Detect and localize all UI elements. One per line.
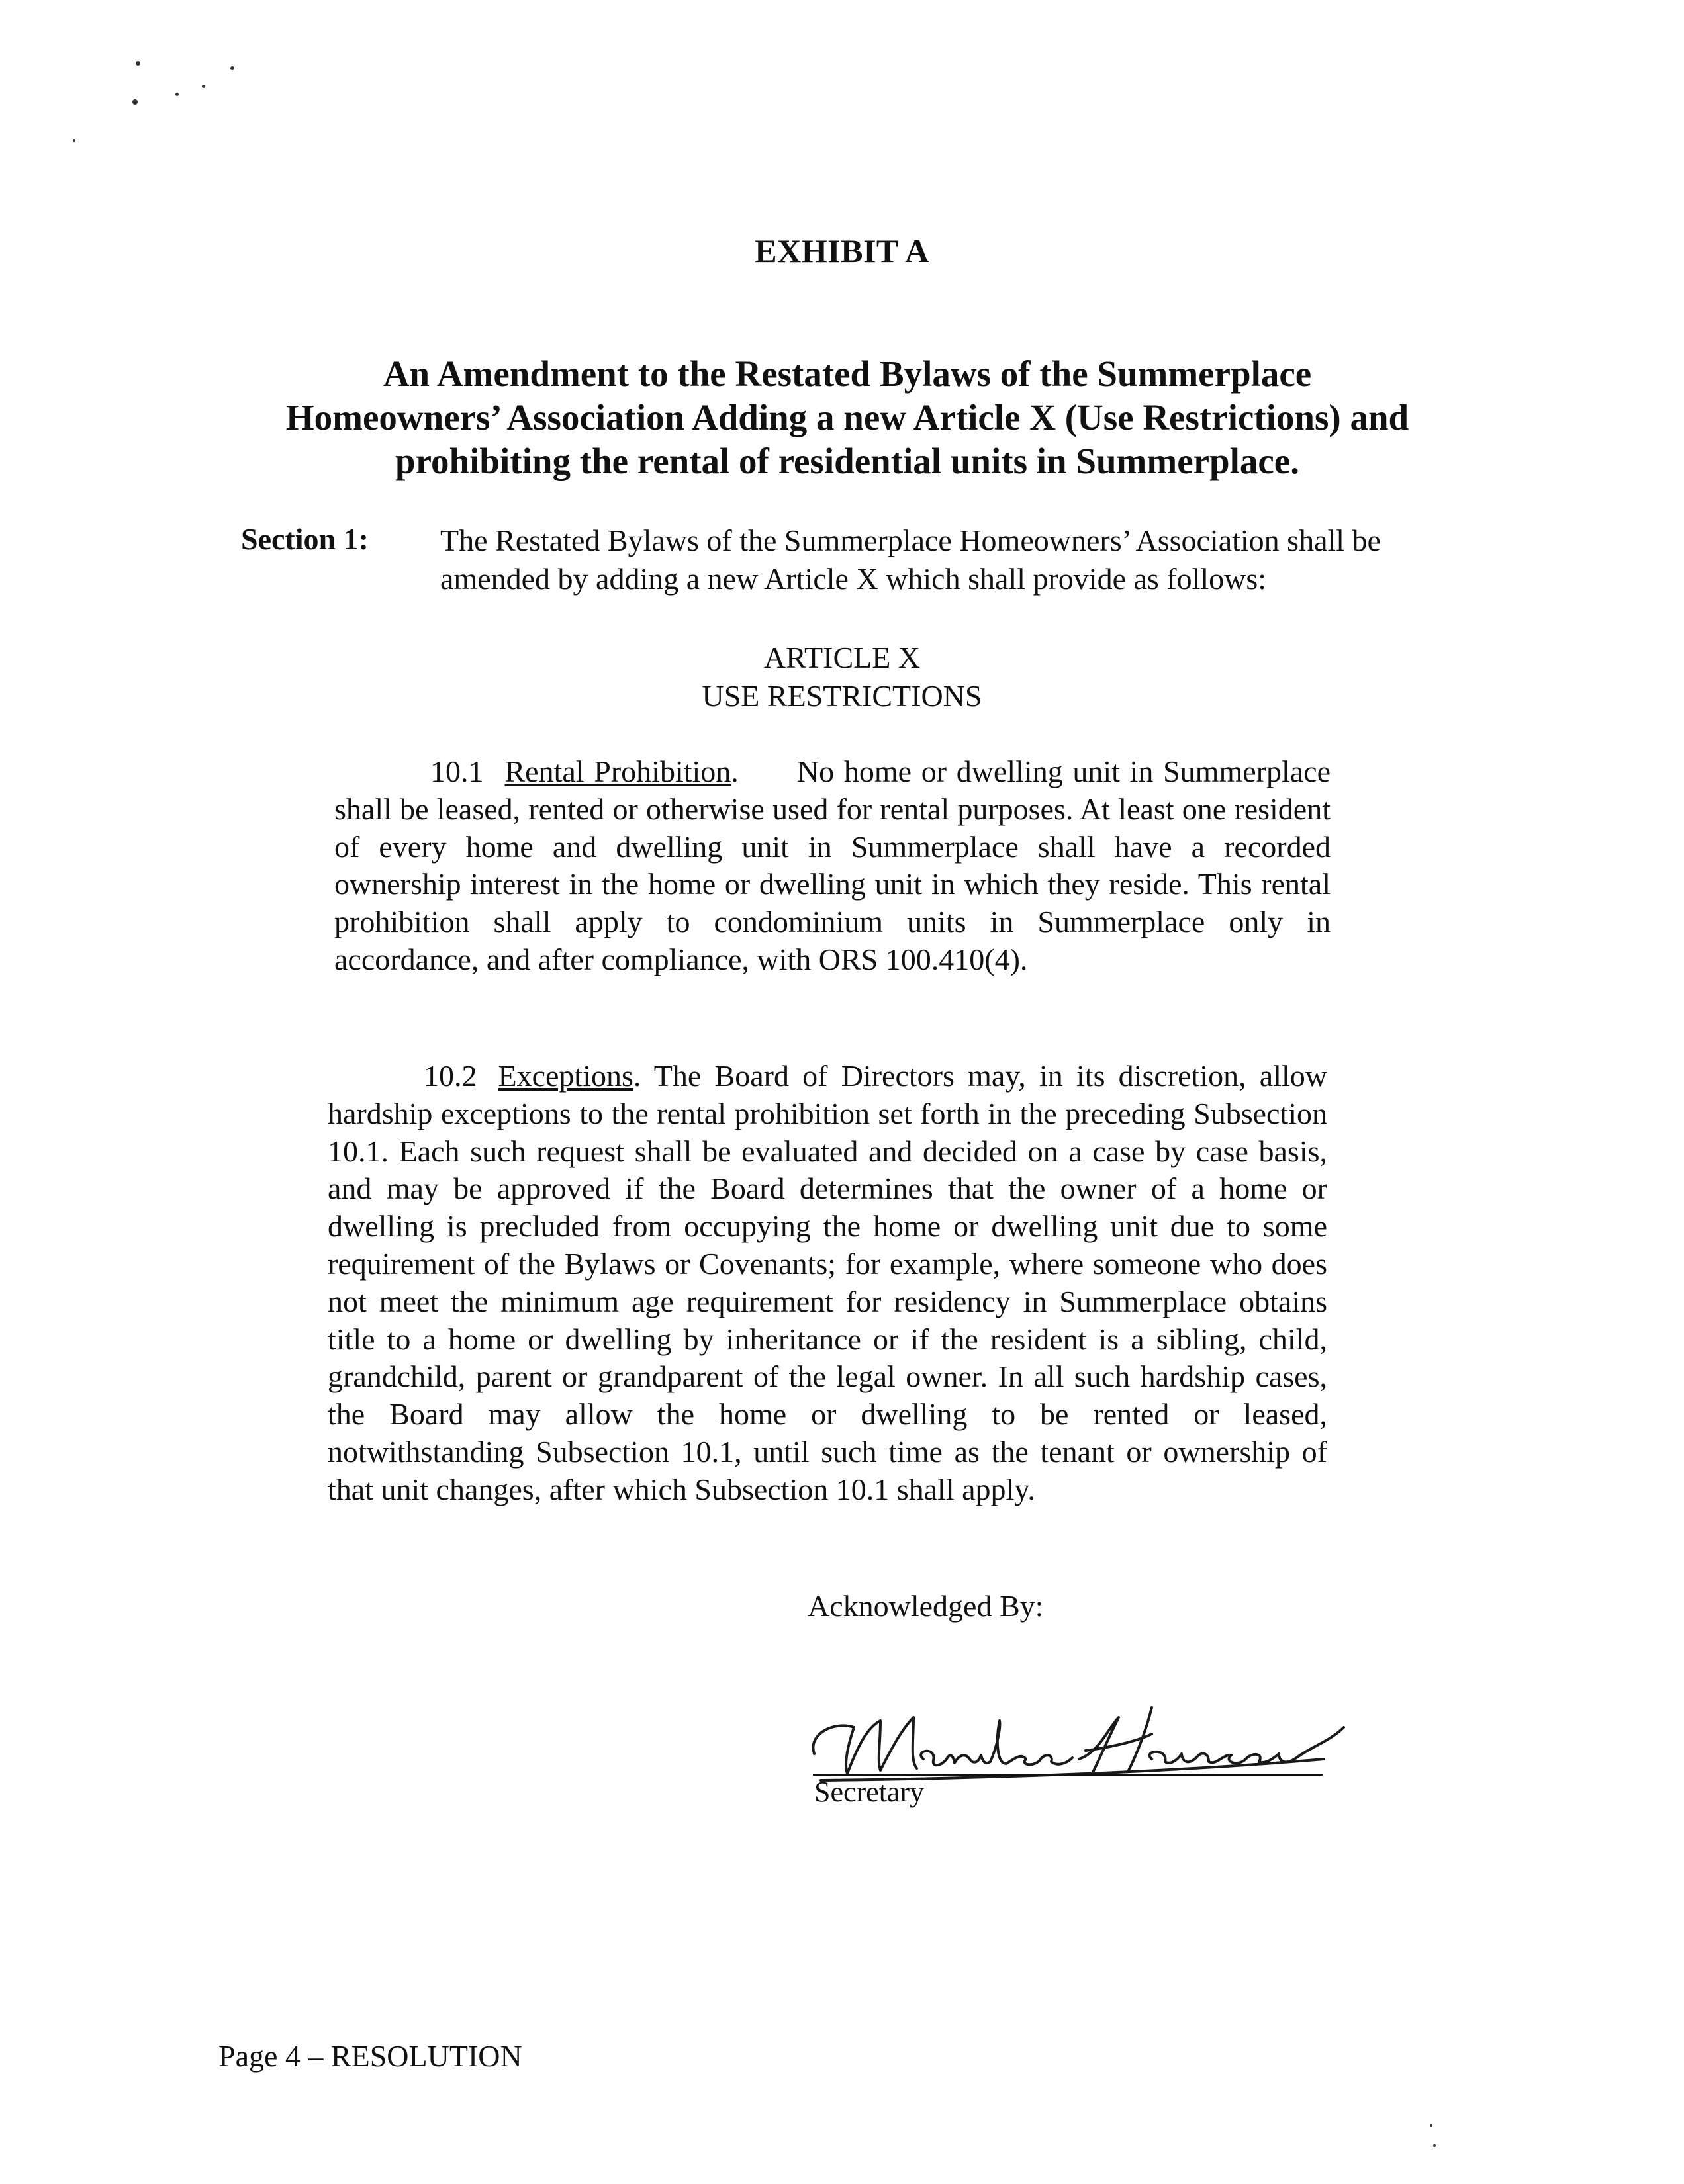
section-1-label: Section 1: — [241, 522, 369, 556]
scan-speck — [132, 99, 138, 105]
scan-speck — [1433, 2144, 1436, 2147]
scan-speck — [175, 93, 179, 96]
scan-speck — [230, 66, 234, 70]
subsection-10-2-number: 10.2 — [424, 1059, 477, 1093]
subsection-10-1-heading: Rental Prohibition — [504, 754, 731, 788]
subsection-10-2-heading: Exceptions — [498, 1059, 633, 1093]
page-footer: Page 4 – RESOLUTION — [218, 2039, 522, 2073]
scan-speck — [1430, 2124, 1432, 2127]
document-heading — [225, 352, 1470, 483]
exhibit-title: EXHIBIT A — [755, 232, 929, 269]
scan-speck — [73, 139, 75, 142]
heading-line-1: An Amendment to the Restated Bylaws of the Summerplace — [383, 353, 1312, 394]
subsection-10-1-text: No home or dwelling unit in Summerplace shall be leased, rented or otherwise used for rental purposes. At least one resident of every home and dwelling unit in Summerplace shall have a recorded ownership interest in the home or dwelling unit in which they reside. This rental prohibition shall apply to condominium units in Summerplace only in accordance, and after compliance, with ORS 100.410(4). — [334, 754, 1331, 976]
signature — [808, 1681, 1350, 1787]
subsection-10-2-text: The Board of Directors may, in its discretion, allow hardship exceptions to the rental prohibition set forth in the preceding Subsection 10.1. Each such request shall be evaluated and decided on a case by case basis, and may be approved if the Board determines that the owner of a home or dwelling is precluded from occupying the home or dwelling unit due to some requirement of the Bylaws or Covenants; for example, where someone who does not meet the minimum age requirement for residency in Summerplace obtains title to a home or dwelling by inheritance or if the resident is a sibling, child, grandchild, parent or grandparent of the legal owner. In all such hardship cases, the Board may allow the home or dwelling to be rented or leased, notwithstanding Subsection 10.1, until such time as the tenant or ownership of that unit changes, after which Subsection 10.1 shall apply. — [328, 1059, 1327, 1506]
handwritten-signature — [808, 1681, 1350, 1787]
subsection-10-1: 10.1 Rental Prohibition. No home or dwelling unit in Summerplace shall be leased, rented or otherwise used for rental purposes. At least one resident of every home and dwelling unit in Summerplace shall have a recorded ownership interest in the home or dwelling unit in which they reside. This rental prohibition shall apply to condominium units in Summerplace only in accordance, and after compliance, with ORS 100.410(4). — [334, 754, 1331, 976]
scan-speck — [136, 61, 140, 66]
subsection-10-1-number: 10.1 — [430, 754, 484, 788]
article-number: ARTICLE X — [763, 641, 921, 674]
section-1-text: The Restated Bylaws of the Summerplace Homeowners’ Association shall be amended by adding a new Article X which shall provide as follows: — [440, 523, 1381, 596]
article-heading — [0, 639, 1684, 715]
heading-line-2: Homeowners’ Association Adding a new Article X (Use Restrictions) and — [285, 397, 1409, 437]
heading-line-3: prohibiting the rental of residential units in Summerplace. — [395, 441, 1299, 481]
article-title: USE RESTRICTIONS — [702, 679, 982, 713]
acknowledged-by-label: Acknowledged By: — [808, 1589, 1044, 1623]
subsection-10-2: 10.2 Exceptions. The Board of Directors may, in its discretion, allow hardship exceptions to the rental prohibition set forth in the preceding Subsection 10.1. Each such request shall be evaluated and decided on a case by case basis, and may be approved if the Board determines that the owner of a home or dwelling is precluded from occupying the home or dwelling unit due to some requirement of the Bylaws or Covenants; for example, where someone who does not meet the minimum age requirement for residency in Summerplace obtains title to a home or dwelling by inheritance or if the resident is a sibling, child, grandchild, parent or grandparent of the legal owner. In all such hardship cases, the Board may allow the home or dwelling to be rented or leased, notwithstanding Subsection 10.1, until such time as the tenant or ownership of that unit changes, after which Subsection 10.1 shall apply. — [328, 1059, 1327, 1506]
scan-speck — [202, 85, 205, 88]
signer-title: Secretary — [814, 1776, 925, 1808]
